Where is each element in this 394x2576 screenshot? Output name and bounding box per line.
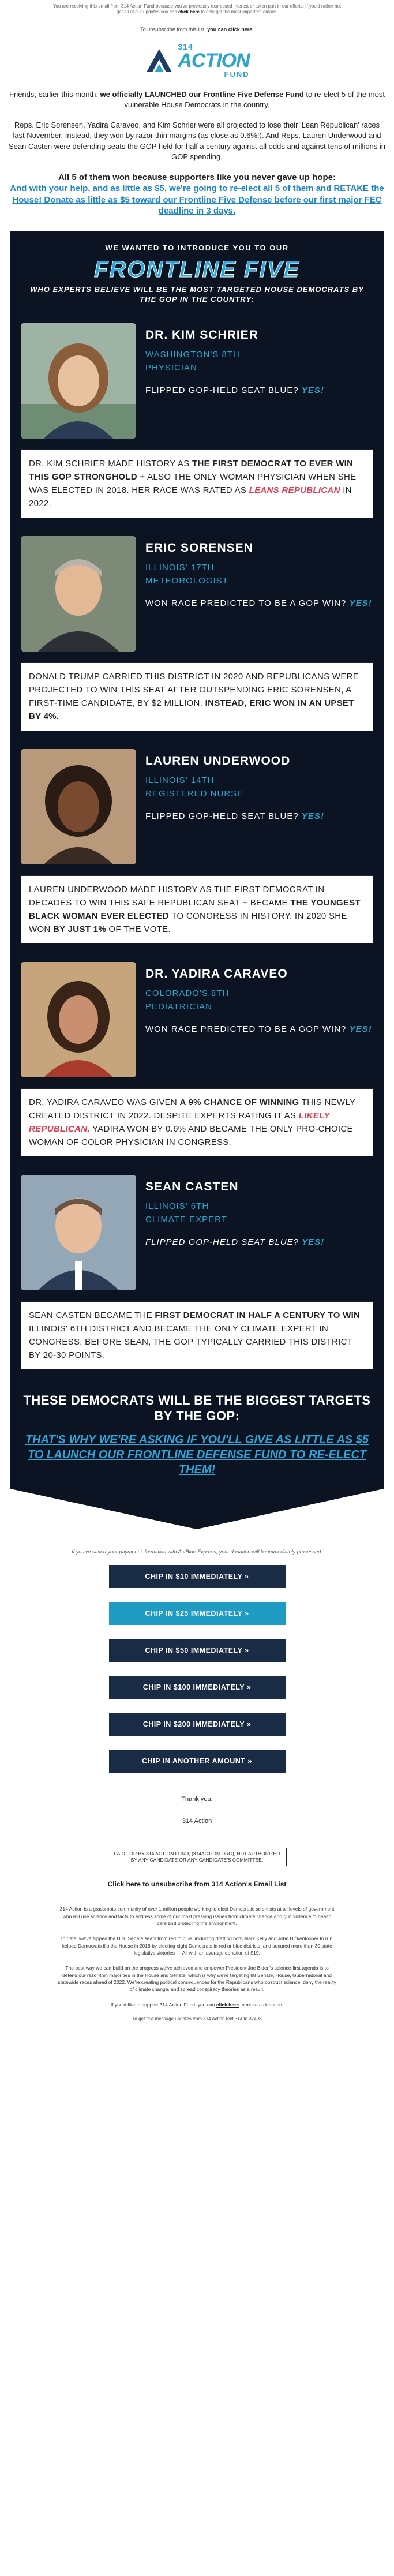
story-text: DR. KIM SCHRIER MADE HISTORY AS [29, 458, 192, 469]
about-paragraph: 314 Action is a grassroots community of over 1 million people working to elect Democratic scientists at all levels of government who will use science and facts to address some of our most pressing issues from climate change and gun violence to health care and protecting the environment. [59, 1906, 335, 1927]
logo-a-icon [144, 48, 174, 73]
member-photo [21, 323, 136, 439]
panel-subtitle: WHO EXPERTS BELIEVE WILL BE THE MOST TARGETED HOUSE DEMOCRATS BY THE GOP IN THE COUNTRY: [30, 284, 364, 304]
paid-for-disclaimer: PAID FOR BY 314 ACTION FUND, (314ACTION.ORG), NOT AUTHORIZED BY ANY CANDIDATE OR ANY CANDIDATE'S COMMITTEE. [108, 1848, 287, 1867]
story-bold: A 9% CHANCE OF WINNING [179, 1097, 299, 1107]
member-district: ILLINOIS' 17TH [145, 562, 215, 572]
text-updates-note: To get text message updates from 314 Action text 314 to 37498 [132, 2016, 262, 2021]
member-name: DR. YADIRA CARAVEO [145, 967, 288, 980]
closing-heading: THESE DEMOCRATS WILL BE THE BIGGEST TARGETS BY THE GOP: [23, 1392, 371, 1423]
story-bold: THE YOUNGEST BLACK WOMAN EVER ELECTED [29, 897, 361, 921]
member-photo [21, 536, 136, 652]
member-question-text: FLIPPED GOP-HELD SEAT BLUE? [145, 811, 299, 822]
portrait-icon [21, 1175, 136, 1290]
panel-intro: WE WANTED TO INTRODUCE YOU TO OUR [105, 243, 289, 252]
member-story [21, 1301, 373, 1369]
member-card [21, 323, 373, 518]
headline-bold: All 5 of them won because supporters like you never gave up hope: [58, 172, 336, 182]
frontline-panel [10, 231, 384, 1489]
story-text: DONALD TRUMP CARRIED THIS DISTRICT IN 2020 AND REPUBLICANS WERE PROJECTED TO WIN THIS SEAT AFTER OUTSPENDING ERIC SORENSEN, A FIRST-TIME CANDIDATE, BY $2 MILLION. [29, 671, 359, 708]
member-answer: YES! [301, 811, 324, 822]
member-story [21, 662, 373, 731]
about-paragraph: To date, we've flipped the U.S. Senate seats from red to blue, including drafting both Mark Kelly and John Hickenlooper to run, helped Democrats flip the House in 2018 by electing eight Democrats in red or blue districts, and secured more than 30 state legislative victories — All with an average donation of $19. [60, 1935, 334, 1956]
headline-donate-link[interactable]: And with your help, and as little as $5, we're going to re-elect all 5 of them and RETAKE the House! Donate as little as $5 toward our Frontline Five Defense before our first major FEC deadline in 3 days. [10, 184, 384, 216]
member-answer: YES! [349, 1024, 372, 1035]
member-question [145, 598, 372, 609]
story-bold: INSTEAD, ERIC WON IN AN UPSET BY 4%. [29, 698, 354, 722]
intro-paragraph-1 [8, 89, 386, 111]
story-text: + ALSO THE ONLY WOMAN PHYSICIAN WHEN SHE WAS ELECTED IN 2018. HER RACE WAS RATED AS [29, 471, 357, 495]
member-card [21, 962, 373, 1156]
portrait-icon [21, 962, 136, 1077]
member-district: WASHINGTON'S 8TH [145, 349, 240, 360]
chip-in-50-button[interactable]: CHIP IN $50 IMMEDIATELY » [109, 1639, 286, 1662]
about-p4-post: to make a donation. [240, 2001, 284, 2008]
unsubscribe-top-link[interactable]: you can click here. [207, 27, 254, 32]
member-district: ILLINOIS' 6TH [145, 1201, 209, 1211]
chip-in-100-button[interactable]: CHIP IN $100 IMMEDIATELY » [109, 1676, 286, 1699]
member-photo [21, 1175, 136, 1290]
unsubscribe-top-text: To unsubscribe from this list, [140, 27, 206, 32]
member-photo [21, 962, 136, 1077]
member-answer: YES! [301, 385, 324, 396]
member-role: REGISTERED NURSE [145, 788, 244, 799]
story-text: YADIRA WON BY 0.6% AND BECAME THE ONLY PRO-CHOICE WOMAN OF COLOR PHYSICIAN IN CONGRESS. [29, 1124, 353, 1148]
story-text: DR. YADIRA CARAVEO WAS GIVEN [29, 1097, 180, 1107]
closing-ask-link[interactable]: THAT'S WHY WE'RE ASKING IF YOU'LL GIVE AS LITTLE AS $5 TO LAUNCH OUR FRONTLINE DEFENSE FUND TO RE-ELECT THEM! [25, 1433, 369, 1476]
about-p4-pre: If you'd like to support 314 Action Fund, you can [110, 2001, 215, 2008]
logo-fund: FUND [224, 70, 250, 78]
member-role: CLIMATE EXPERT [145, 1214, 227, 1225]
member-name: SEAN CASTEN [145, 1180, 239, 1193]
headline [0, 172, 394, 217]
member-card [21, 1175, 373, 1369]
portrait-icon [21, 536, 136, 652]
story-text: THIS NEWLY CREATED DISTRICT IN 2022. DESPITE EXPERTS RATING IT AS [29, 1097, 355, 1121]
member-question-text: FLIPPED GOP-HELD SEAT BLUE? [145, 385, 299, 396]
member-card [21, 536, 373, 731]
intro [0, 89, 394, 163]
story-text: ILLINOIS' 6TH DISTRICT AND BECAME THE ONLY CLIMATE EXPERT IN CONGRESS. BEFORE SEAN, THE GOP TYPICALLY CARRIED THIS DISTRICT BY 20-30 POINTS. [29, 1323, 352, 1361]
member-question-text: WON RACE PREDICTED TO BE A GOP WIN? [145, 598, 347, 609]
story-text: OF THE VOTE. [106, 924, 171, 935]
story-text: TO CONGRESS IN HISTORY. IN 2020 SHE WON [29, 911, 347, 935]
about-donate-link[interactable]: click here [216, 2001, 239, 2008]
portrait-icon [21, 323, 136, 439]
member-story [21, 1088, 373, 1156]
preheader-text-end: to only get the most important emails. [201, 9, 278, 14]
chip-in-other-button[interactable]: CHIP IN ANOTHER AMOUNT » [109, 1750, 286, 1773]
member-district: ILLINOIS' 14TH [145, 775, 215, 785]
story-bold: BY JUST 1% [53, 924, 106, 935]
story-bold: FIRST DEMOCRAT IN HALF A CENTURY TO WIN [155, 1310, 361, 1320]
member-question [145, 1237, 324, 1248]
unsubscribe-top [0, 27, 394, 32]
member-district: COLORADO'S 8TH [145, 988, 230, 998]
about-paragraph [58, 2001, 336, 2008]
member-story [21, 449, 373, 518]
intro-p1-post: to re-elect 5 of the most vulnerable House Democrats in the country. [124, 90, 385, 110]
intro-p1-pre: Friends, earlier this month, [9, 90, 100, 99]
member-role: PEDIATRICIAN [145, 1001, 212, 1012]
donation-buttons [0, 1565, 394, 1773]
panel-chevron-shape [10, 1489, 384, 1529]
story-bold: THE FIRST DEMOCRAT TO EVER WIN THIS GOP STRONGHOLD [29, 458, 354, 482]
preheader-link[interactable]: click here [178, 9, 200, 14]
story-red: LEANS REPUBLICAN [249, 485, 340, 495]
member-role: PHYSICIAN [145, 362, 197, 373]
member-photo [21, 749, 136, 864]
member-question [145, 385, 324, 396]
member-name: ERIC SORENSEN [145, 541, 253, 555]
member-question-text: WON RACE PREDICTED TO BE A GOP WIN? [145, 1024, 347, 1035]
logo-number: 314 [178, 42, 193, 51]
member-name: LAUREN UNDERWOOD [145, 754, 291, 767]
member-question-text: FLIPPED GOP-HELD SEAT BLUE? [145, 1237, 299, 1248]
logo-word: ACTION [178, 50, 250, 72]
about-section [0, 1905, 394, 2008]
intro-paragraph-2: Reps. Eric Sorensen, Yadira Caraveo, and Kim Schrier were all projected to lose their 'Lean Republican' races last November. Instead, they won by razor thin margins (as close as 0.6%!). And Reps. Lauren Underwood and Sean Casten were defending seats the GOP held for half a century against all odds and against tens of millions in GOP spending. [8, 120, 386, 162]
member-role: METEOROLOGIST [145, 575, 228, 586]
story-red: LIKELY REPUBLICAN, [29, 1110, 330, 1134]
member-answer: YES! [302, 1237, 325, 1248]
chip-in-10-button[interactable]: CHIP IN $10 IMMEDIATELY » [109, 1565, 286, 1588]
member-name: DR. KIM SCHRIER [145, 328, 258, 342]
logo [0, 43, 394, 78]
intro-p1-bold: we officially LAUNCHED our Frontline Five Defense Fund [100, 90, 304, 99]
preheader-text: You are receiving this email from 314 Action Fund because you've previously expressed interest or taken part in our efforts. If you'd rather not get all of our updates you can [52, 3, 342, 14]
story-text: SEAN CASTEN BECAME THE [29, 1310, 155, 1320]
chip-in-25-button[interactable]: CHIP IN $25 IMMEDIATELY » [109, 1602, 286, 1625]
chip-in-200-button[interactable]: CHIP IN $200 IMMEDIATELY » [109, 1713, 286, 1736]
member-card [21, 749, 373, 943]
preheader [0, 0, 394, 15]
thanks-text: Thank you, [181, 1795, 213, 1803]
signature: 314 Action [182, 1817, 212, 1825]
panel-title: FRONTLINE FIVE [94, 256, 300, 282]
story-text: LAUREN UNDERWOOD MADE HISTORY AS THE FIRST DEMOCRAT IN DECADES TO WIN THIS SAFE REPUBLICAN SEAT + BECAME [29, 884, 325, 908]
portrait-icon [21, 749, 136, 864]
member-question [145, 1024, 372, 1035]
about-paragraph: The best way we can build on the progress we've achieved and empower President Joe Biden's science-first agenda is to defend our razor-thin majorities in the House and Senate, which is why we're targeting 88 Senate, House, Gubernatorial and statewide races ahead of 2022. We're creating political consequences for the Republicans who obstruct science, deny the reality of climate change, and spread conspiracy theories as a result. [58, 1965, 336, 1993]
story-text: IN 2022. [29, 485, 352, 509]
express-note: If you've saved your payment information with ActBlue Express, your donation will be immediately processed. [72, 1548, 322, 1555]
member-story [21, 875, 373, 943]
member-question [145, 811, 324, 822]
member-answer: YES! [349, 598, 372, 609]
unsubscribe-bottom-link[interactable]: Click here to unsubscribe from 314 Action's Email List [107, 1880, 287, 1889]
